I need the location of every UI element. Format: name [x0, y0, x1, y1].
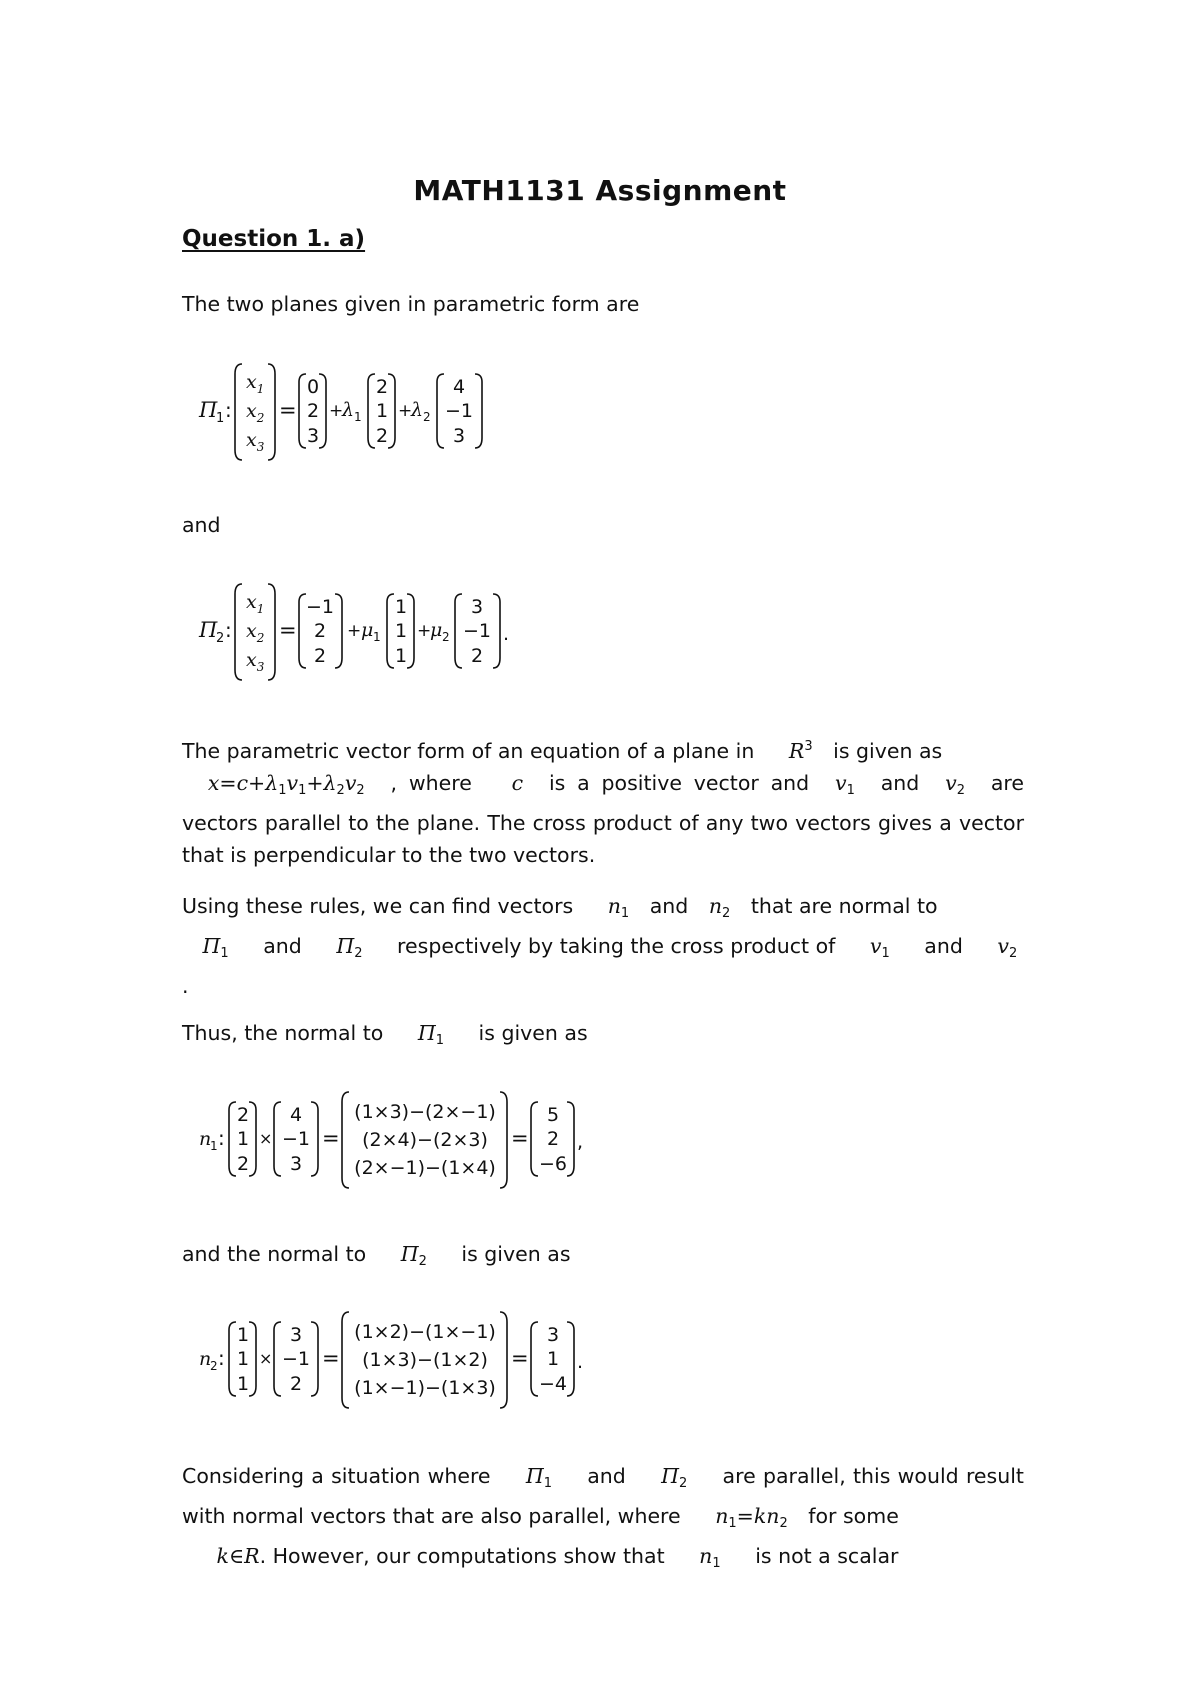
para2-text: respectively by taking the cross product of — [397, 934, 836, 958]
normal2-equation — [195, 1308, 615, 1417]
plane2-lhs-bracket-left — [235, 584, 242, 680]
para5-sub: 1 — [712, 1556, 721, 1571]
plane1-point-value: 3 — [307, 425, 320, 447]
normal1-a-bracket-right — [249, 1102, 256, 1176]
normal1-equals-1: = — [322, 1126, 340, 1150]
plane2-dir2-value: −1 — [462, 620, 492, 642]
para5-text: Considering a situation where — [182, 1464, 491, 1488]
para3-text: is given as — [478, 1021, 588, 1045]
para5-sub: 1 — [543, 1476, 552, 1491]
plane2-param1-sub: 1 — [373, 630, 381, 644]
para1-v: v — [835, 771, 847, 795]
plane2-point-bracket-left — [299, 594, 306, 668]
plane1-point-value: 2 — [307, 400, 320, 422]
para1-text: The parametric vector form of an equation of a plane in — [182, 739, 755, 763]
para2-sub: 2 — [354, 946, 363, 961]
plane1-colon: : — [225, 398, 232, 422]
normal2-expand-value: (1×−1)−(1×3) — [354, 1377, 496, 1399]
plane2-plus-1: + — [347, 621, 362, 641]
para5-sub: 1 — [728, 1516, 737, 1531]
plane1-lhs-x1: $x_1$ — [246, 371, 265, 396]
plane1-dir2-value: 4 — [452, 376, 466, 398]
normal1-end: , — [577, 1131, 584, 1153]
para1-text: vectors parallel to the plane. The cross product of any two vectors gives a vector that is perpendicular to the two vectors. — [182, 811, 1024, 867]
normal2-label: n — [199, 1348, 212, 1370]
para2-n: n — [708, 894, 723, 918]
para5-n: n — [699, 1544, 713, 1568]
para3-sub: 1 — [435, 1033, 445, 1048]
para4-pi: Π — [400, 1242, 419, 1266]
normal1-result-bracket-left — [531, 1102, 538, 1176]
normal1-result-value: 2 — [546, 1128, 560, 1150]
normal1-result-bracket-right — [567, 1102, 574, 1176]
plane1-dir1-value: 2 — [376, 425, 389, 447]
normal2-expand-bracket-left — [342, 1312, 349, 1408]
plane2-plus-2: + — [417, 621, 432, 641]
para1-R-exp: 3 — [804, 739, 813, 754]
normal2-a-bracket-left — [229, 1322, 236, 1396]
plane2-point-value: 2 — [313, 645, 327, 667]
para2-text: that are normal to — [750, 894, 938, 918]
plane1-dir2-bracket-right — [475, 374, 482, 448]
para5-text: . However, our computations show that — [259, 1544, 665, 1568]
para1-text: is a positive vector and — [548, 771, 810, 795]
plane2-colon: : — [225, 618, 232, 642]
plane2-lhs-x1: $x_1$ — [246, 591, 265, 616]
normal1-result-value: −6 — [538, 1153, 568, 1175]
para2-end: . — [182, 974, 189, 998]
normal1-b-bracket-left — [274, 1102, 281, 1176]
para5-text: is not a scalar — [755, 1544, 899, 1568]
para2-v: v — [997, 934, 1009, 958]
normal2-b-bracket-right — [311, 1322, 318, 1396]
normal1-expand-value: (2×−1)−(1×4) — [354, 1157, 496, 1179]
normal1-a-value: 2 — [237, 1104, 250, 1126]
and-text: and — [182, 513, 221, 537]
normal2-equals-2: = — [511, 1346, 529, 1370]
normal2-result-bracket-left — [531, 1322, 538, 1396]
plane2-label-sub: 2 — [216, 631, 225, 646]
plane1-dir2-value: 3 — [452, 425, 466, 447]
plane1-dir1-bracket-left — [368, 374, 375, 448]
normal1-equals-2: = — [511, 1126, 529, 1150]
plane2-param1: μ — [361, 619, 374, 641]
paragraph-normal-1 — [182, 1017, 1024, 1057]
normal2-b-bracket-left — [274, 1322, 281, 1396]
plane2-dir2-bracket-left — [455, 594, 462, 668]
para1-v: v — [344, 771, 357, 795]
plane2-equals: = — [279, 618, 297, 642]
normal1-equation — [195, 1088, 615, 1197]
plane2-point-value: 2 — [313, 620, 327, 642]
para3-pi: Π — [417, 1021, 436, 1045]
para1-text: , where — [390, 771, 472, 795]
para2-text: and — [924, 934, 963, 958]
plane2-dir1-bracket-left — [387, 594, 394, 668]
normal1-cross: × — [259, 1129, 273, 1148]
para1-eq: +λ — [306, 771, 337, 795]
normal1-expand-bracket-left — [342, 1092, 349, 1188]
plane1-dir1-value: 2 — [376, 376, 389, 398]
plane1-label: Π — [199, 398, 218, 422]
plane2-dir2-bracket-right — [493, 594, 500, 668]
paragraph-parallel — [182, 1460, 1024, 1580]
para5-n: n — [766, 1504, 780, 1528]
normal2-result-value: 3 — [546, 1324, 560, 1346]
plane1-param2: λ — [411, 399, 424, 421]
normal2-label-sub: 2 — [210, 1359, 218, 1373]
plane1-param2-sub: 2 — [423, 410, 431, 424]
plane2-dir1-value: 1 — [395, 620, 408, 642]
para4-text: is given as — [461, 1242, 571, 1266]
normal1-label: n — [199, 1128, 212, 1150]
para5-eq: =k — [736, 1504, 767, 1528]
normal2-b-value: −1 — [281, 1348, 311, 1370]
para2-pi: Π — [202, 934, 221, 958]
para2-text: and — [649, 894, 689, 918]
plane2-lhs-x2: $x_2$ — [246, 620, 265, 645]
para4-text: and the normal to — [182, 1242, 367, 1266]
para1-R: R — [788, 739, 805, 763]
plane2-label: Π — [199, 618, 218, 642]
para2-sub: 2 — [722, 906, 731, 921]
normal1-expand-bracket-right — [500, 1092, 507, 1188]
para5-k: k — [216, 1544, 229, 1568]
normal2-result-value: −4 — [538, 1373, 568, 1395]
normal2-result-bracket-right — [567, 1322, 574, 1396]
para5-text: for some — [808, 1504, 899, 1528]
plane1-label-sub: 1 — [216, 411, 225, 426]
para1-sub: 2 — [336, 783, 345, 798]
normal1-expand-value: (1×3)−(2×−1) — [354, 1101, 496, 1123]
para5-in: ∈R — [228, 1544, 260, 1568]
para5-text: and — [587, 1464, 626, 1488]
para2-sub: 2 — [1008, 946, 1018, 961]
normal2-a-value: 1 — [237, 1324, 250, 1346]
para5-text: are parallel, this would result with normal vectors that are also parallel, where — [182, 1464, 1024, 1528]
plane1-equals: = — [279, 398, 297, 422]
normal1-b-value: −1 — [281, 1128, 311, 1150]
plane2-param2: μ — [430, 619, 443, 641]
normal2-equals-1: = — [322, 1346, 340, 1370]
para2-sub: 1 — [881, 946, 890, 961]
plane1-equation — [195, 360, 515, 469]
plane2-param2-sub: 2 — [442, 630, 450, 644]
para1-sub: 1 — [298, 783, 307, 798]
plane1-dir2-bracket-left — [437, 374, 444, 448]
plane1-point-bracket-left — [299, 374, 306, 448]
normal2-b-value: 3 — [289, 1324, 303, 1346]
para1-eq: =c+λ — [219, 771, 279, 795]
plane2-end: . — [503, 623, 510, 645]
para3-text: Thus, the normal to — [182, 1021, 384, 1045]
para5-n: n — [715, 1504, 729, 1528]
paragraph-normal-2 — [182, 1238, 1024, 1278]
intro-paragraph: The two planes given in parametric form are — [182, 292, 640, 316]
normal1-expand-value: (2×4)−(2×3) — [362, 1129, 488, 1151]
plane2-dir1-bracket-right — [407, 594, 414, 668]
normal1-b-value: 4 — [289, 1104, 303, 1126]
normal1-b-bracket-right — [311, 1102, 318, 1176]
para1-sub: 2 — [956, 783, 965, 798]
para1-v: v — [945, 771, 957, 795]
para4-sub: 2 — [418, 1254, 427, 1269]
paragraph-normals — [182, 890, 1024, 1002]
normal2-result-value: 1 — [546, 1348, 560, 1370]
normal2-colon: : — [218, 1346, 225, 1370]
normal1-a-value: 1 — [237, 1128, 250, 1150]
plane1-plus-2: + — [398, 401, 413, 421]
normal2-expand-value: (1×3)−(1×2) — [362, 1349, 488, 1371]
para5-sub: 2 — [678, 1476, 688, 1491]
plane1-lhs-x3: $x_3$ — [246, 429, 265, 454]
para2-v: v — [869, 934, 882, 958]
plane1-param1-sub: 1 — [354, 410, 362, 424]
para2-sub: 1 — [620, 906, 630, 921]
normal2-cross: × — [259, 1349, 273, 1368]
plane1-dir1-bracket-right — [388, 374, 395, 448]
plane2-dir2-value: 2 — [470, 645, 484, 667]
plane1-dir2-value: −1 — [444, 400, 474, 422]
normal2-b-value: 2 — [289, 1373, 303, 1395]
normal2-expand-bracket-right — [500, 1312, 507, 1408]
normal1-a-value: 2 — [237, 1153, 250, 1175]
plane2-point-value: −1 — [305, 596, 335, 618]
para1-sub: 1 — [846, 783, 855, 798]
document-title: MATH1131 Assignment — [413, 174, 787, 207]
plane2-point-bracket-right — [335, 594, 342, 668]
para5-pi: Π — [661, 1464, 679, 1488]
plane2-lhs-bracket-right — [268, 584, 275, 680]
para2-n: n — [607, 894, 621, 918]
normal2-a-value: 1 — [237, 1348, 250, 1370]
para1-sub: 2 — [356, 783, 365, 798]
plane1-point-value: 0 — [307, 376, 320, 398]
normal2-a-value: 1 — [237, 1373, 250, 1395]
normal2-end: . — [577, 1351, 584, 1373]
para2-sub: 1 — [220, 946, 229, 961]
plane2-lhs-x3: $x_3$ — [246, 649, 265, 674]
plane1-param1: λ — [342, 399, 355, 421]
para1-text: are — [990, 771, 1024, 795]
paragraph-parametric-form — [182, 731, 1024, 871]
plane2-dir1-value: 1 — [395, 645, 408, 667]
plane2-dir1-value: 1 — [395, 596, 408, 618]
normal1-colon: : — [218, 1126, 225, 1150]
normal1-result-value: 5 — [546, 1104, 560, 1126]
normal2-expand-value: (1×2)−(1×−1) — [354, 1321, 496, 1343]
plane1-plus-1: + — [329, 401, 344, 421]
normal2-a-bracket-right — [249, 1322, 256, 1396]
plane1-lhs-bracket-right — [268, 364, 275, 460]
plane1-point-bracket-right — [319, 374, 326, 448]
para1-v: v — [286, 771, 299, 795]
para2-text: Using these rules, we can find vectors — [182, 894, 574, 918]
para2-text: and — [263, 934, 302, 958]
para5-sub: 2 — [779, 1516, 788, 1531]
plane1-lhs-bracket-left — [235, 364, 242, 460]
para1-sub: 1 — [278, 783, 287, 798]
para1-text: and — [880, 771, 920, 795]
normal1-b-value: 3 — [289, 1153, 303, 1175]
plane2-equation — [195, 580, 535, 689]
plane2-dir2-value: 3 — [470, 596, 484, 618]
para2-pi: Π — [336, 934, 355, 958]
normal1-label-sub: 1 — [210, 1139, 218, 1153]
para1-text: is given as — [833, 739, 943, 763]
para1-c: c — [511, 771, 524, 795]
plane1-lhs-x2: $x_2$ — [246, 400, 265, 425]
normal1-a-bracket-left — [229, 1102, 236, 1176]
para5-pi: Π — [525, 1464, 544, 1488]
para1-eq-x: x — [207, 771, 220, 795]
plane1-dir1-value: 1 — [376, 400, 389, 422]
question-heading: Question 1. a) — [182, 226, 366, 252]
